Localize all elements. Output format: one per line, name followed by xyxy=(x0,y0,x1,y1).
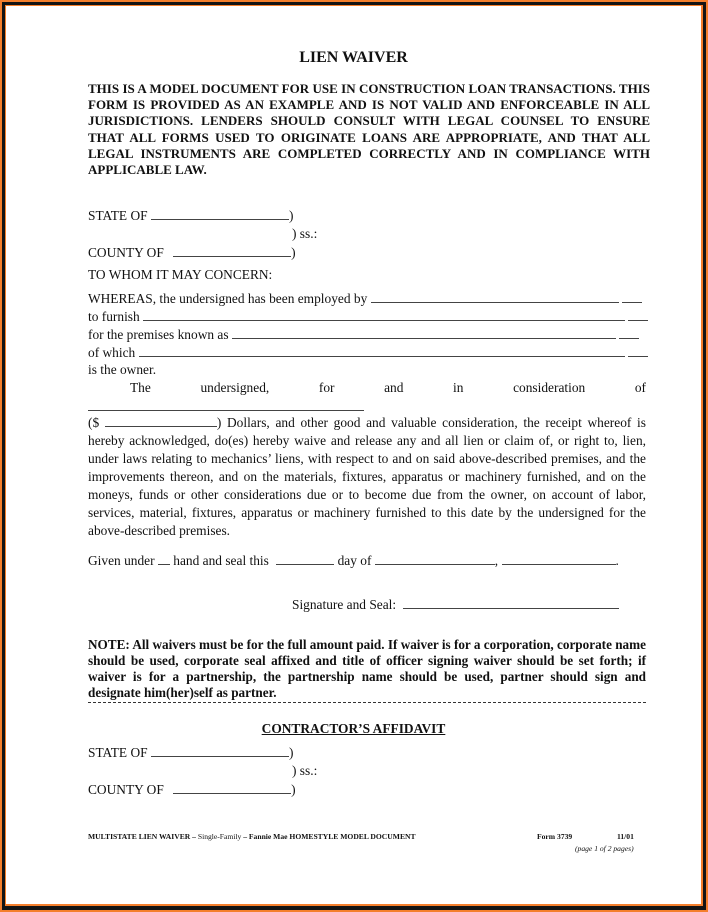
county-label: COUNTY OF xyxy=(88,245,164,260)
dollar-open: ($ xyxy=(88,415,100,430)
period: . xyxy=(615,553,619,568)
paren: ) xyxy=(288,745,294,760)
amount-field[interactable] xyxy=(105,414,217,427)
signature-label: Signature and Seal: xyxy=(292,597,397,612)
day-field[interactable] xyxy=(276,552,334,565)
footer-normal: Single-Family xyxy=(195,832,244,841)
employed-by-label: WHEREAS, the undersigned has been employed by xyxy=(88,291,368,306)
footer-form-number: Form 3739 xyxy=(537,832,573,841)
blank-tail xyxy=(619,326,639,339)
comma: , xyxy=(494,553,499,568)
word: in xyxy=(453,380,464,395)
disclaimer: THIS IS A MODEL DOCUMENT FOR USE IN CONSTRUCTION LOAN TRANSACTIONS. THIS FORM IS PROVIDED AS AN EXAMPLE AND IS NOT VALID AND ENFORCEABLE IN ALL JURISDICTIONS. LENDERS SHOULD CONSULT WITH LEGAL COUNSEL TO ENSURE THAT ALL FORMS USED TO ORIGINATE LOANS ARE APPROPRIATE, AND THAT ALL LEGAL INSTRUMENTS ARE COMPLETED CORRECTLY AND IN COMPLIANCE WITH APPLICABLE LAW. xyxy=(88,81,650,178)
body-text: ) Dollars, and other good and valuable consideration, the receipt whereof is hereby acknowledged, do(es) hereby waive and release any and all lien or claim of, or right to, lien, under laws relating to mechanics’ liens, with respect to and on said above-described premises, and the improvements thereon, and on the materials, fixtures, apparatus or machinery furnished, and on the moneys, funds or other considerations due or to become due from the owner, on account of labor, services, material, fixtures, apparatus or machinery furnished to this date by the undersigned for the above-described premises. xyxy=(88,415,646,538)
footer-bold-1: MULTISTATE LIEN WAIVER – xyxy=(88,832,196,841)
given-under-label: Given under xyxy=(88,553,155,568)
salutation: TO WHOM IT MAY CONCERN: xyxy=(88,267,273,282)
affidavit-state xyxy=(88,744,293,761)
word: undersigned, xyxy=(200,380,270,395)
footer-page-number: (page 1 of 2 pages) xyxy=(575,844,634,853)
paren: ) xyxy=(288,208,294,223)
day-of-label: day of xyxy=(337,553,372,568)
affidavit-ss: ) ss.: xyxy=(292,763,318,778)
venue-ss: ) ss.: xyxy=(292,226,318,241)
word: The xyxy=(130,380,151,395)
furnish-row xyxy=(88,308,648,325)
document-page xyxy=(6,6,701,904)
paren: ) xyxy=(291,245,296,260)
given-row xyxy=(88,552,619,569)
consideration-row xyxy=(130,380,646,396)
owner-field[interactable] xyxy=(139,344,625,357)
affidavit-title: CONTRACTOR’S AFFIDAVIT xyxy=(261,721,446,736)
affidavit-county-field[interactable] xyxy=(173,781,291,794)
venue-state xyxy=(88,207,293,224)
premises-label: for the premises known as xyxy=(88,327,229,342)
affidavit-county xyxy=(88,781,296,798)
county-field[interactable] xyxy=(173,244,291,257)
month-field[interactable] xyxy=(375,552,495,565)
furnish-label: to furnish xyxy=(88,309,140,324)
paren: ) xyxy=(291,782,296,797)
waiver-body xyxy=(88,414,646,540)
blank-tail xyxy=(628,308,648,321)
word: and xyxy=(384,380,404,395)
signature-row xyxy=(292,596,619,613)
year-field[interactable] xyxy=(502,552,616,565)
furnish-field[interactable] xyxy=(143,308,625,321)
word: of xyxy=(634,380,646,395)
blank-tail xyxy=(622,290,642,303)
dashed-divider xyxy=(88,702,646,703)
amount-words-field[interactable] xyxy=(88,410,364,411)
hand-seal-label: hand and seal this xyxy=(173,553,269,568)
employer-field[interactable] xyxy=(371,290,619,303)
word: consideration xyxy=(513,380,586,395)
of-which-label: of which xyxy=(88,345,136,360)
employed-by-row xyxy=(88,290,642,307)
state-label: STATE OF xyxy=(88,208,148,223)
signature-field[interactable] xyxy=(403,596,619,609)
pronoun-field[interactable] xyxy=(158,552,170,565)
blank-tail xyxy=(628,344,648,357)
premises-field[interactable] xyxy=(232,326,616,339)
footer-date: 11/01 xyxy=(617,832,634,841)
owner-row xyxy=(88,344,648,361)
word: for xyxy=(318,380,335,395)
footer-title xyxy=(88,832,416,841)
note: NOTE: All waivers must be for the full amount paid. If waiver is for a corporation, corporate name should be used, corporate seal affixed and title of officer signing waiver should be set forth; if waiver is for a partnership, the partnership name should be used, partner should sign and designate him(her)self as partner. xyxy=(88,637,646,700)
page-title: LIEN WAIVER xyxy=(299,49,408,66)
state-label: STATE OF xyxy=(88,745,148,760)
footer-bold-2: – Fannie Mae HOMESTYLE MODEL DOCUMENT xyxy=(243,832,416,841)
affidavit-state-field[interactable] xyxy=(151,744,289,757)
county-label: COUNTY OF xyxy=(88,782,164,797)
is-owner: is the owner. xyxy=(88,362,157,377)
state-field[interactable] xyxy=(151,207,289,220)
premises-row xyxy=(88,326,639,343)
venue-county xyxy=(88,244,296,261)
